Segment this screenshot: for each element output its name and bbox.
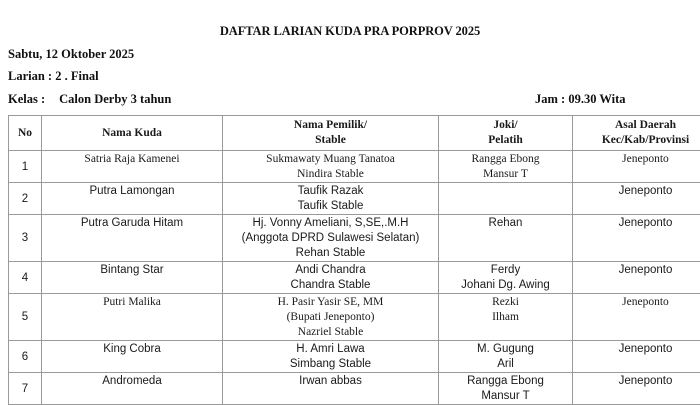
- jockey-line: Johani Dg. Awing: [439, 278, 572, 293]
- jockey-line: Rezki: [439, 295, 572, 310]
- header-stable-line: Stable: [223, 133, 438, 148]
- cell-horse-name: Andromeda: [42, 373, 223, 405]
- jockey-line: Ferdy: [439, 263, 572, 278]
- jockey-line: Mansur T: [439, 389, 572, 404]
- cell-owner-stable: [223, 151, 439, 183]
- cell-jockey-trainer: [439, 262, 573, 294]
- cell-owner-stable: [223, 341, 439, 373]
- owner-line: Irwan abbas: [223, 374, 438, 389]
- table-row: [9, 262, 700, 294]
- cell-origin: Jeneponto: [573, 341, 700, 373]
- cell-horse-name: Putra Lamongan: [42, 183, 223, 215]
- owner-line: Simbang Stable: [223, 357, 438, 372]
- owner-line: Taufik Razak: [223, 184, 438, 199]
- cell-origin: Jeneponto: [573, 373, 700, 405]
- race-date: Sabtu, 12 Oktober 2025: [8, 47, 134, 62]
- cell-horse-name: King Cobra: [42, 341, 223, 373]
- owner-line: Andi Chandra: [223, 263, 438, 278]
- race-class: [8, 92, 171, 107]
- owner-line: Taufik Stable: [223, 199, 438, 214]
- header-jockey-line: Joki/: [439, 118, 572, 133]
- header-owner-stable: [223, 116, 439, 151]
- header-horse-name: Nama Kuda: [42, 116, 223, 151]
- cell-owner-stable: [223, 215, 439, 262]
- cell-origin: Jeneponto: [573, 215, 700, 262]
- owner-line: Nindira Stable: [223, 167, 438, 182]
- cell-jockey-trainer: [439, 294, 573, 341]
- cell-no: 4: [9, 262, 42, 294]
- cell-owner-stable: [223, 262, 439, 294]
- cell-owner-stable: [223, 294, 439, 341]
- header-origin: [573, 116, 700, 151]
- owner-line: H. Pasir Yasir SE, MM: [223, 295, 438, 310]
- cell-no: 7: [9, 373, 42, 405]
- document-title: DAFTAR LARIAN KUDA PRA PORPROV 2025: [0, 24, 700, 39]
- cell-no: 2: [9, 183, 42, 215]
- owner-line: Nazriel Stable: [223, 325, 438, 340]
- cell-origin: Jeneponto: [573, 262, 700, 294]
- race-number: Larian : 2 . Final: [8, 69, 99, 84]
- table-row: [9, 151, 700, 183]
- header-trainer-line: Pelatih: [439, 133, 572, 148]
- cell-jockey-trainer: [439, 341, 573, 373]
- header-owner-line: Nama Pemilik/: [223, 118, 438, 133]
- cell-no: 1: [9, 151, 42, 183]
- cell-horse-name: Satria Raja Kamenei: [42, 151, 223, 183]
- cell-horse-name: Putra Garuda Hitam: [42, 215, 223, 262]
- cell-no: 5: [9, 294, 42, 341]
- owner-line: Hj. Vonny Ameliani, S,SE,.M.H: [223, 216, 438, 231]
- jockey-line: Rangga Ebong: [439, 374, 572, 389]
- class-value: Calon Derby 3 tahun: [59, 92, 171, 106]
- table-row: [9, 215, 700, 262]
- cell-origin: Jeneponto: [573, 151, 700, 183]
- jockey-line: M. Gugung: [439, 342, 572, 357]
- cell-jockey-trainer: [439, 183, 573, 215]
- cell-origin: Jeneponto: [573, 294, 700, 341]
- cell-no: 3: [9, 215, 42, 262]
- jockey-line: Mansur T: [439, 167, 572, 182]
- class-label: Kelas :: [8, 92, 45, 106]
- table-row: [9, 183, 700, 215]
- owner-line: (Anggota DPRD Sulawesi Selatan): [223, 231, 438, 246]
- cell-jockey-trainer: [439, 215, 573, 262]
- table-row: [9, 341, 700, 373]
- cell-no: 6: [9, 341, 42, 373]
- race-time: Jam : 09.30 Wita: [535, 92, 626, 107]
- table-row: [9, 294, 700, 341]
- header-jockey-trainer: [439, 116, 573, 151]
- jockey-line: Rehan: [439, 216, 572, 231]
- jockey-line: Rangga Ebong: [439, 152, 572, 167]
- jockey-line: Aril: [439, 357, 572, 372]
- owner-line: Sukmawaty Muang Tanatoa: [223, 152, 438, 167]
- cell-horse-name: Putri Malika: [42, 294, 223, 341]
- cell-origin: Jeneponto: [573, 183, 700, 215]
- header-no: No: [9, 116, 42, 151]
- cell-jockey-trainer: [439, 151, 573, 183]
- jockey-line: Ilham: [439, 310, 572, 325]
- cell-owner-stable: [223, 183, 439, 215]
- owner-line: Rehan Stable: [223, 246, 438, 261]
- header-region-line: Kec/Kab/Provinsi: [573, 133, 700, 148]
- cell-horse-name: Bintang Star: [42, 262, 223, 294]
- table-body: [9, 151, 700, 405]
- owner-line: (Bupati Jeneponto): [223, 310, 438, 325]
- owner-line: H. Amri Lawa: [223, 342, 438, 357]
- owner-line: Chandra Stable: [223, 278, 438, 293]
- header-origin-line: Asal Daerah: [573, 118, 700, 133]
- table-header-row: [9, 116, 700, 151]
- race-entries-table: [8, 115, 700, 405]
